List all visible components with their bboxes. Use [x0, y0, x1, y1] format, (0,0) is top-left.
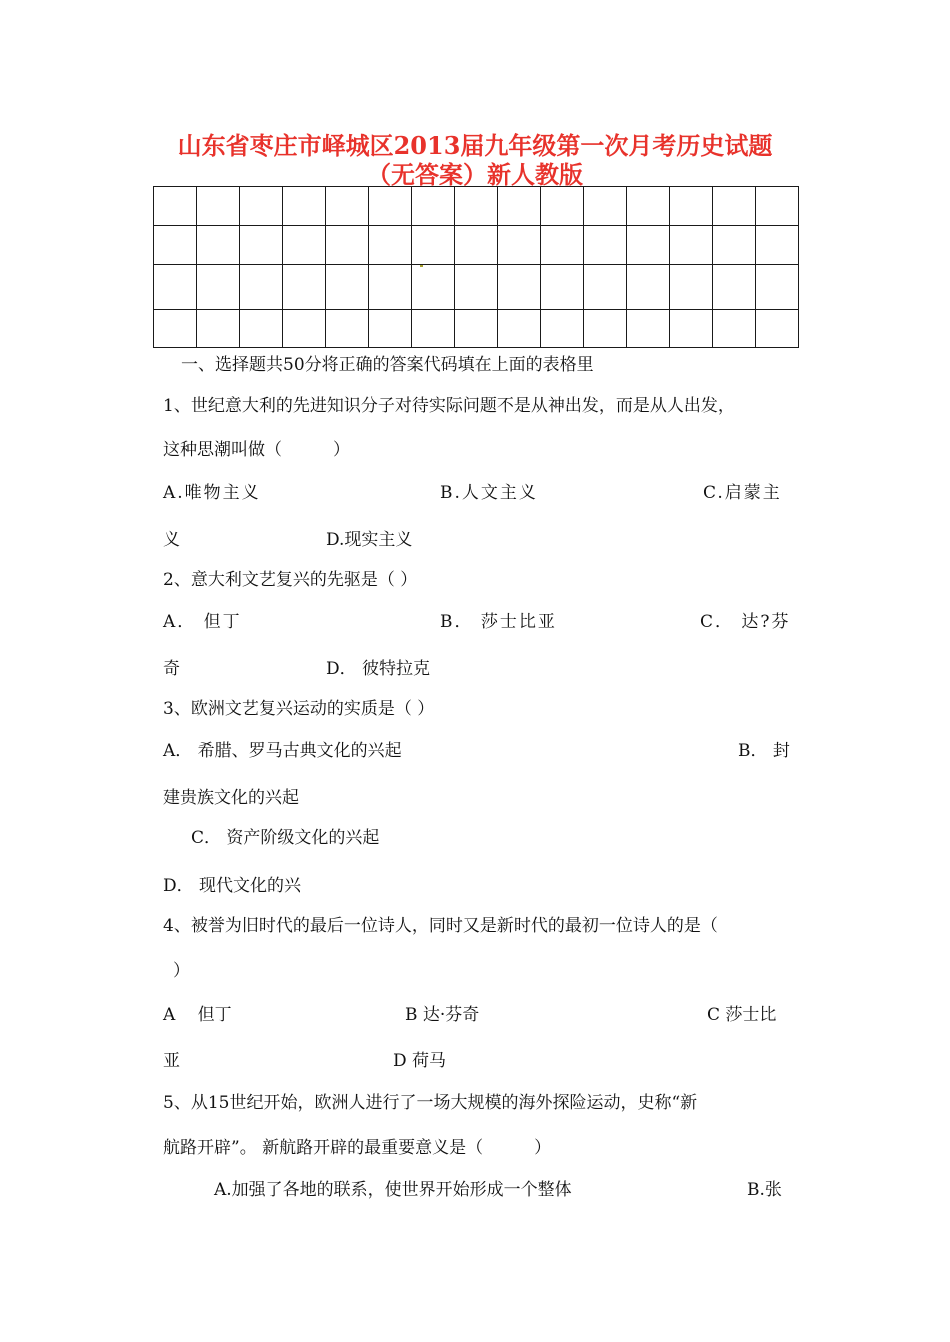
question-5-option-a: A.加强了各地的联系，使世界开始形成一个整体: [214, 1180, 572, 1200]
answer-cell: [369, 187, 412, 226]
answer-cell: [627, 265, 670, 310]
answer-cell: [756, 187, 799, 226]
answer-cell: [283, 187, 326, 226]
document-title-line2: （无答案）新人教版: [367, 160, 583, 189]
answer-cell: [541, 187, 584, 226]
answer-cell: [756, 310, 799, 348]
question-4-option-b: B 达·芬奇: [405, 1005, 480, 1025]
answer-cell: [154, 187, 197, 226]
answer-cell: [326, 226, 369, 265]
question-4-option-d: D 荷马: [393, 1051, 447, 1071]
answer-cell: [713, 187, 756, 226]
question-5-stem-cont: 航路开辟”。 新航路开辟的最重要意义是（ ）: [163, 1138, 552, 1158]
answer-cell: [627, 310, 670, 348]
answer-cell: [584, 310, 627, 348]
question-3-option-d: D． 现代文化的兴: [163, 876, 302, 896]
answer-cell: [412, 226, 455, 265]
answer-cell: [197, 265, 240, 310]
answer-cell: [670, 265, 713, 310]
answer-cell: [713, 310, 756, 348]
answer-cell: [369, 226, 412, 265]
answer-cell: [627, 187, 670, 226]
answer-cell: [541, 265, 584, 310]
section-heading: 一、选择题共50分将正确的答案代码填在上面的表格里: [181, 355, 594, 375]
answer-cell: [584, 187, 627, 226]
answer-cell: [455, 265, 498, 310]
answer-cell: [326, 265, 369, 310]
question-2-option-a: A． 但丁: [163, 612, 242, 632]
question-1-option-d: D.现实主义: [326, 530, 413, 550]
answer-cell: [412, 310, 455, 348]
answer-cell: [240, 265, 283, 310]
question-1-stem: 1、世纪意大利的先进知识分子对待实际问题不是从神出发，而是从人出发，: [163, 396, 735, 416]
answer-cell: [541, 310, 584, 348]
answer-cell: [326, 310, 369, 348]
question-5-stem: 5、从15世纪开始，欧洲人进行了一场大规模的海外探险运动，史称“新: [163, 1093, 698, 1113]
answer-cell: [240, 310, 283, 348]
answer-cell: [154, 310, 197, 348]
answer-cell: [240, 226, 283, 265]
answer-cell: [197, 187, 240, 226]
question-4-option-a: A 但丁: [163, 1005, 232, 1025]
answer-cell: [197, 310, 240, 348]
answer-cell: [670, 226, 713, 265]
question-1-option-c: C.启蒙主: [703, 483, 782, 503]
question-2-option-c: C． 达?芬: [700, 612, 791, 632]
question-3-stem: 3、欧洲文艺复兴运动的实质是（ ）: [163, 699, 435, 719]
answer-cell: [756, 226, 799, 265]
answer-cell: [154, 226, 197, 265]
answer-cell: [541, 226, 584, 265]
answer-cell: [369, 310, 412, 348]
answer-cell: [670, 187, 713, 226]
question-4-option-c-cont: 亚: [163, 1051, 180, 1071]
question-2-option-c-cont: 奇: [163, 659, 180, 679]
answer-cell: [498, 310, 541, 348]
answer-cell: [283, 226, 326, 265]
question-5-option-b: B.张: [747, 1180, 782, 1200]
answer-cell: [713, 226, 756, 265]
answer-cell: [455, 310, 498, 348]
stray-mark: [420, 265, 423, 267]
answer-cell: [412, 187, 455, 226]
document-title-line1: 山东省枣庄市峄城区2013届九年级第一次月考历史试题: [177, 131, 773, 160]
answer-cell: [240, 187, 283, 226]
question-4-option-c: C 莎士比: [707, 1005, 777, 1025]
question-3-option-a: A． 希腊、罗马古典文化的兴起: [163, 741, 402, 761]
answer-cell: [369, 265, 412, 310]
answer-cell: [498, 187, 541, 226]
question-2-option-b: B． 莎士比亚: [440, 612, 557, 632]
answer-grid: [153, 186, 799, 348]
answer-cell: [713, 265, 756, 310]
question-1-option-a: A.唯物主义: [163, 483, 261, 503]
question-2-option-d: D． 彼特拉克: [326, 659, 431, 679]
question-3-option-c: C． 资产阶级文化的兴起: [191, 828, 380, 848]
answer-cell: [670, 310, 713, 348]
answer-grid-row: [154, 187, 799, 226]
answer-grid-row: [154, 226, 799, 265]
answer-grid-row: [154, 265, 799, 310]
answer-cell: [455, 226, 498, 265]
answer-cell: [584, 265, 627, 310]
question-4-stem-cont: ）: [173, 961, 190, 981]
question-4-stem: 4、被誉为旧时代的最后一位诗人，同时又是新时代的最初一位诗人的是（: [163, 916, 718, 936]
answer-cell: [154, 265, 197, 310]
answer-cell: [584, 226, 627, 265]
answer-cell: [455, 187, 498, 226]
answer-cell: [283, 265, 326, 310]
answer-cell: [498, 265, 541, 310]
answer-cell: [756, 265, 799, 310]
answer-cell: [326, 187, 369, 226]
answer-grid-row: [154, 310, 799, 348]
question-3-option-b-cont: 建贵族文化的兴起: [163, 788, 299, 808]
answer-cell: [498, 226, 541, 265]
question-2-stem: 2、意大利文艺复兴的先驱是（ ）: [163, 570, 418, 590]
question-1-stem-cont: 这种思潮叫做（ ）: [163, 440, 350, 460]
question-1-option-c-cont: 义: [163, 530, 180, 550]
answer-cell: [283, 310, 326, 348]
question-1-option-b: B.人文主义: [440, 483, 538, 503]
answer-cell: [197, 226, 240, 265]
question-3-option-b: B． 封: [738, 741, 790, 761]
answer-cell: [627, 226, 670, 265]
answer-cell: [412, 265, 455, 310]
